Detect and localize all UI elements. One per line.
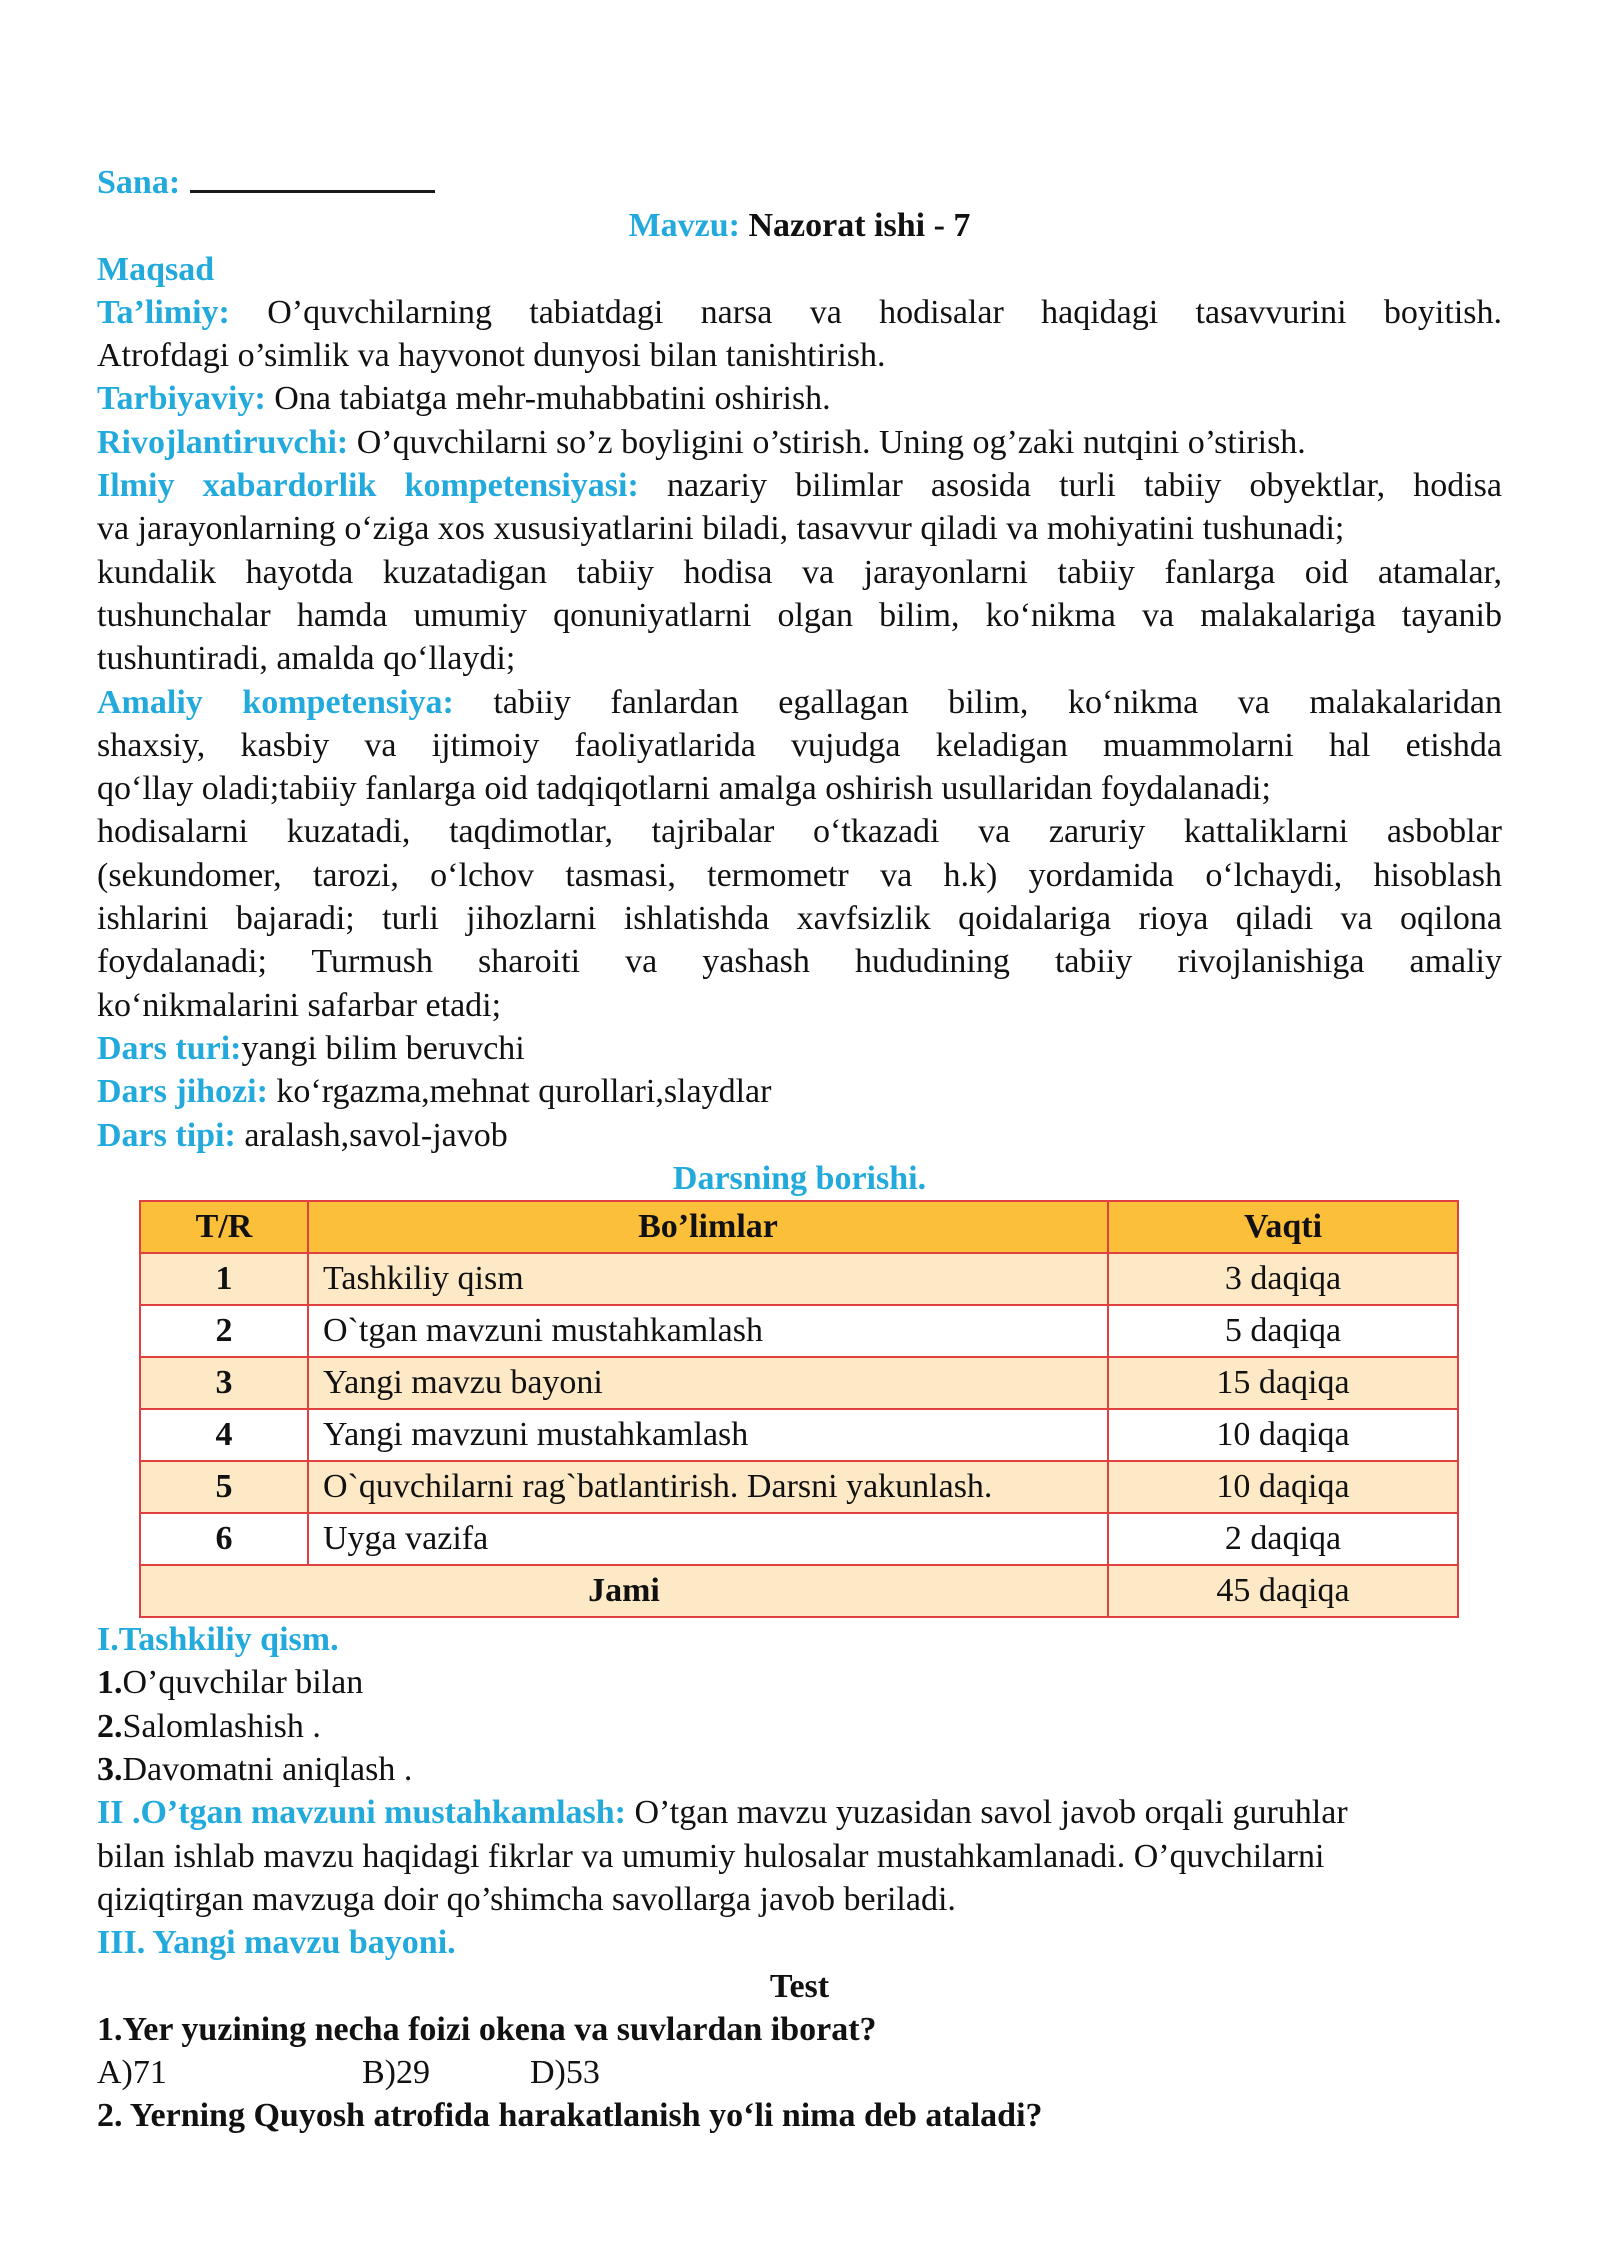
header-sections: Bo’limlar	[308, 1201, 1108, 1253]
lesson-format-value: aralash,savol-javob	[244, 1116, 508, 1154]
part-two-text-3: qiziqtirgan mavzuga doir qo’shimcha savollarga javob beriladi.	[97, 1880, 956, 1918]
part-one-item-number: 1.	[97, 1664, 123, 1702]
test-question-2: 2. Yerning Quyosh atrofida harakatlanish yo‘li nima deb ataladi?	[97, 2097, 1043, 2135]
part-one-item-text: O’quvchilar bilan	[122, 1664, 364, 1702]
table-row	[140, 1513, 1458, 1565]
row-section: Tashkiliy qism	[308, 1253, 1108, 1305]
date-blank-line	[190, 160, 435, 193]
practical-competence-text-3: qo‘llay oladi;tabiiy fanlarga oid tadqiqotlarni amalga oshirish usullaridan foydalanadi;	[97, 770, 1271, 808]
total-label: Jami	[140, 1565, 1108, 1617]
part-one-item	[97, 1748, 1502, 1791]
practical-competence-text-7: foydalanadi; Turmush sharoiti va yashash hududining tabiiy rivojlanishiga amaliy	[97, 943, 1502, 981]
option-b: B)29	[362, 2054, 430, 2092]
table-row	[140, 1409, 1458, 1461]
date-label: Sana:	[97, 164, 181, 201]
upbringing-goal-text: Ona tabiatga mehr-muhabbatini oshirish.	[274, 380, 831, 418]
lesson-format	[97, 1114, 1502, 1157]
row-time: 10 daqiqa	[1108, 1461, 1458, 1513]
total-time: 45 daqiqa	[1108, 1565, 1458, 1617]
table-row	[140, 1253, 1458, 1305]
upbringing-goal-label: Tarbiyaviy:	[97, 380, 266, 418]
science-competence-text-1: nazariy bilimlar asosida turli tabiiy obyektlar, hodisa	[666, 467, 1503, 505]
table-header-row	[140, 1201, 1458, 1253]
practical-competence-text-4: hodisalarni kuzatadi, taqdimotlar, tajribalar o‘tkazadi va zaruriy kattaliklarni asboblar	[97, 813, 1502, 851]
lesson-type	[97, 1027, 1502, 1070]
row-section: O`quvchilarni rag`batlantirish. Darsni yakunlash.	[308, 1461, 1108, 1513]
lesson-equipment	[97, 1070, 1502, 1113]
option-d: D)53	[530, 2054, 600, 2092]
table-row	[140, 1461, 1458, 1513]
practical-competence	[97, 681, 1502, 724]
practical-competence-label: Amaliy kompetensiya:	[97, 683, 454, 721]
upbringing-goal	[97, 377, 1502, 420]
topic-value: Nazorat ishi - 7	[748, 207, 971, 245]
part-one-item-text: Davomatni aniqlash .	[122, 1751, 413, 1789]
row-time: 2 daqiqa	[1108, 1513, 1458, 1565]
part-one-item	[97, 1705, 1502, 1748]
row-number: 6	[140, 1513, 308, 1565]
science-competence-text-5: tushuntiradi, amalda qo‘llaydi;	[97, 640, 516, 678]
lesson-plan	[97, 160, 1502, 2138]
lesson-equipment-value: ko‘rgazma,mehnat qurollari,slaydlar	[276, 1073, 772, 1111]
educational-goal-label: Ta’limiy:	[97, 293, 230, 331]
lesson-equipment-label: Dars jihozi:	[97, 1073, 268, 1111]
practical-competence-text-5: (sekundomer, tarozi, o‘lchov tasmasi, termometr va h.k) yordamida o‘lchaydi, hisoblash	[97, 856, 1502, 894]
row-section: Yangi mavzu bayoni	[308, 1357, 1108, 1409]
header-number: T/R	[140, 1201, 308, 1253]
science-competence-text-3: kundalik hayotda kuzatadigan tabiiy hodisa va jarayonlarni tabiiy fanlarga oid atamalar,	[97, 553, 1502, 591]
topic-row	[97, 204, 1502, 247]
lesson-type-label: Dars turi:	[97, 1029, 242, 1067]
row-number: 4	[140, 1409, 308, 1461]
developmental-goal	[97, 421, 1502, 464]
part-one-title: I.Tashkiliy qism.	[97, 1621, 339, 1659]
part-two	[97, 1791, 1502, 1834]
part-one-item	[97, 1661, 1502, 1704]
row-time: 15 daqiqa	[1108, 1357, 1458, 1409]
developmental-goal-text: O’quvchilarni so’z boyligini o’stirish. Uning og’zaki nutqini o’stirish.	[356, 423, 1306, 461]
lesson-flow-title: Darsning borishi.	[672, 1159, 927, 1197]
educational-goal	[97, 291, 1502, 334]
row-number: 1	[140, 1253, 308, 1305]
row-number: 2	[140, 1305, 308, 1357]
goal-heading: Maqsad	[97, 250, 215, 288]
table-row	[140, 1305, 1458, 1357]
part-one-item-number: 3.	[97, 1751, 123, 1789]
row-time: 10 daqiqa	[1108, 1409, 1458, 1461]
table-row	[140, 1357, 1458, 1409]
part-one-item-number: 2.	[97, 1707, 123, 1745]
lesson-type-value: yangi bilim beruvchi	[241, 1029, 525, 1067]
test-question-1: 1.Yer yuzining necha foizi okena va suvlardan iborat?	[97, 2010, 877, 2048]
educational-goal-text-1: O’quvchilarning tabiatdagi narsa va hodisalar haqidagi tasavvurini boyitish.	[267, 293, 1503, 331]
practical-competence-text-1: tabiiy fanlardan egallagan bilim, ko‘nikma va malakalaridan	[493, 683, 1502, 721]
science-competence-label: Ilmiy xabardorlik kompetensiyasi:	[97, 467, 639, 505]
row-section: O`tgan mavzuni mustahkamlash	[308, 1305, 1108, 1357]
option-a: A)71	[97, 2054, 167, 2092]
row-number: 5	[140, 1461, 308, 1513]
part-one-item-text: Salomlashish .	[122, 1707, 321, 1745]
test-question-1-options	[97, 2051, 1502, 2094]
practical-competence-text-8: ko‘nikmalarini safarbar etadi;	[97, 986, 502, 1024]
table-total-row	[140, 1565, 1458, 1617]
lesson-format-label: Dars tipi:	[97, 1116, 236, 1154]
developmental-goal-label: Rivojlantiruvchi:	[97, 423, 349, 461]
part-two-text-1: O’tgan mavzu yuzasidan savol javob orqali guruhlar	[634, 1794, 1348, 1832]
row-number: 3	[140, 1357, 308, 1409]
topic-label: Mavzu:	[628, 207, 740, 245]
part-two-label: II .O’tgan mavzuni mustahkamlash:	[97, 1794, 626, 1832]
test-title: Test	[769, 1967, 830, 2005]
part-three-title: III. Yangi mavzu bayoni.	[97, 1924, 456, 1962]
science-competence-text-4: tushunchalar hamda umumiy qonuniyatlarni olgan bilim, ko‘nikma va malakalariga tayanib	[97, 596, 1502, 634]
row-time: 3 daqiqa	[1108, 1253, 1458, 1305]
date-row	[97, 160, 1502, 204]
row-time: 5 daqiqa	[1108, 1305, 1458, 1357]
educational-goal-text-2: Atrofdagi o’simlik va hayvonot dunyosi bilan tanishtirish.	[97, 337, 886, 375]
science-competence-text-2: va jarayonlarning o‘ziga xos xususiyatlarini biladi, tasavvur qiladi va mohiyatini tushunadi;	[97, 510, 1345, 548]
practical-competence-text-6: ishlarini bajaradi; turli jihozlarni ishlatishda xavfsizlik qoidalariga rioya qiladi va oqilona	[97, 900, 1502, 938]
practical-competence-text-2: shaxsiy, kasbiy va ijtimoiy faoliyatlarida vujudga keladigan muammolarni hal etishda	[97, 726, 1502, 764]
part-two-text-2: bilan ishlab mavzu haqidagi fikrlar va umumiy hulosalar mustahkamlanadi. O’quvchilarni	[97, 1837, 1325, 1875]
row-section: Uyga vazifa	[308, 1513, 1108, 1565]
science-competence	[97, 464, 1502, 507]
header-time: Vaqti	[1108, 1201, 1458, 1253]
lesson-flow-table	[139, 1200, 1459, 1618]
row-section: Yangi mavzuni mustahkamlash	[308, 1409, 1108, 1461]
